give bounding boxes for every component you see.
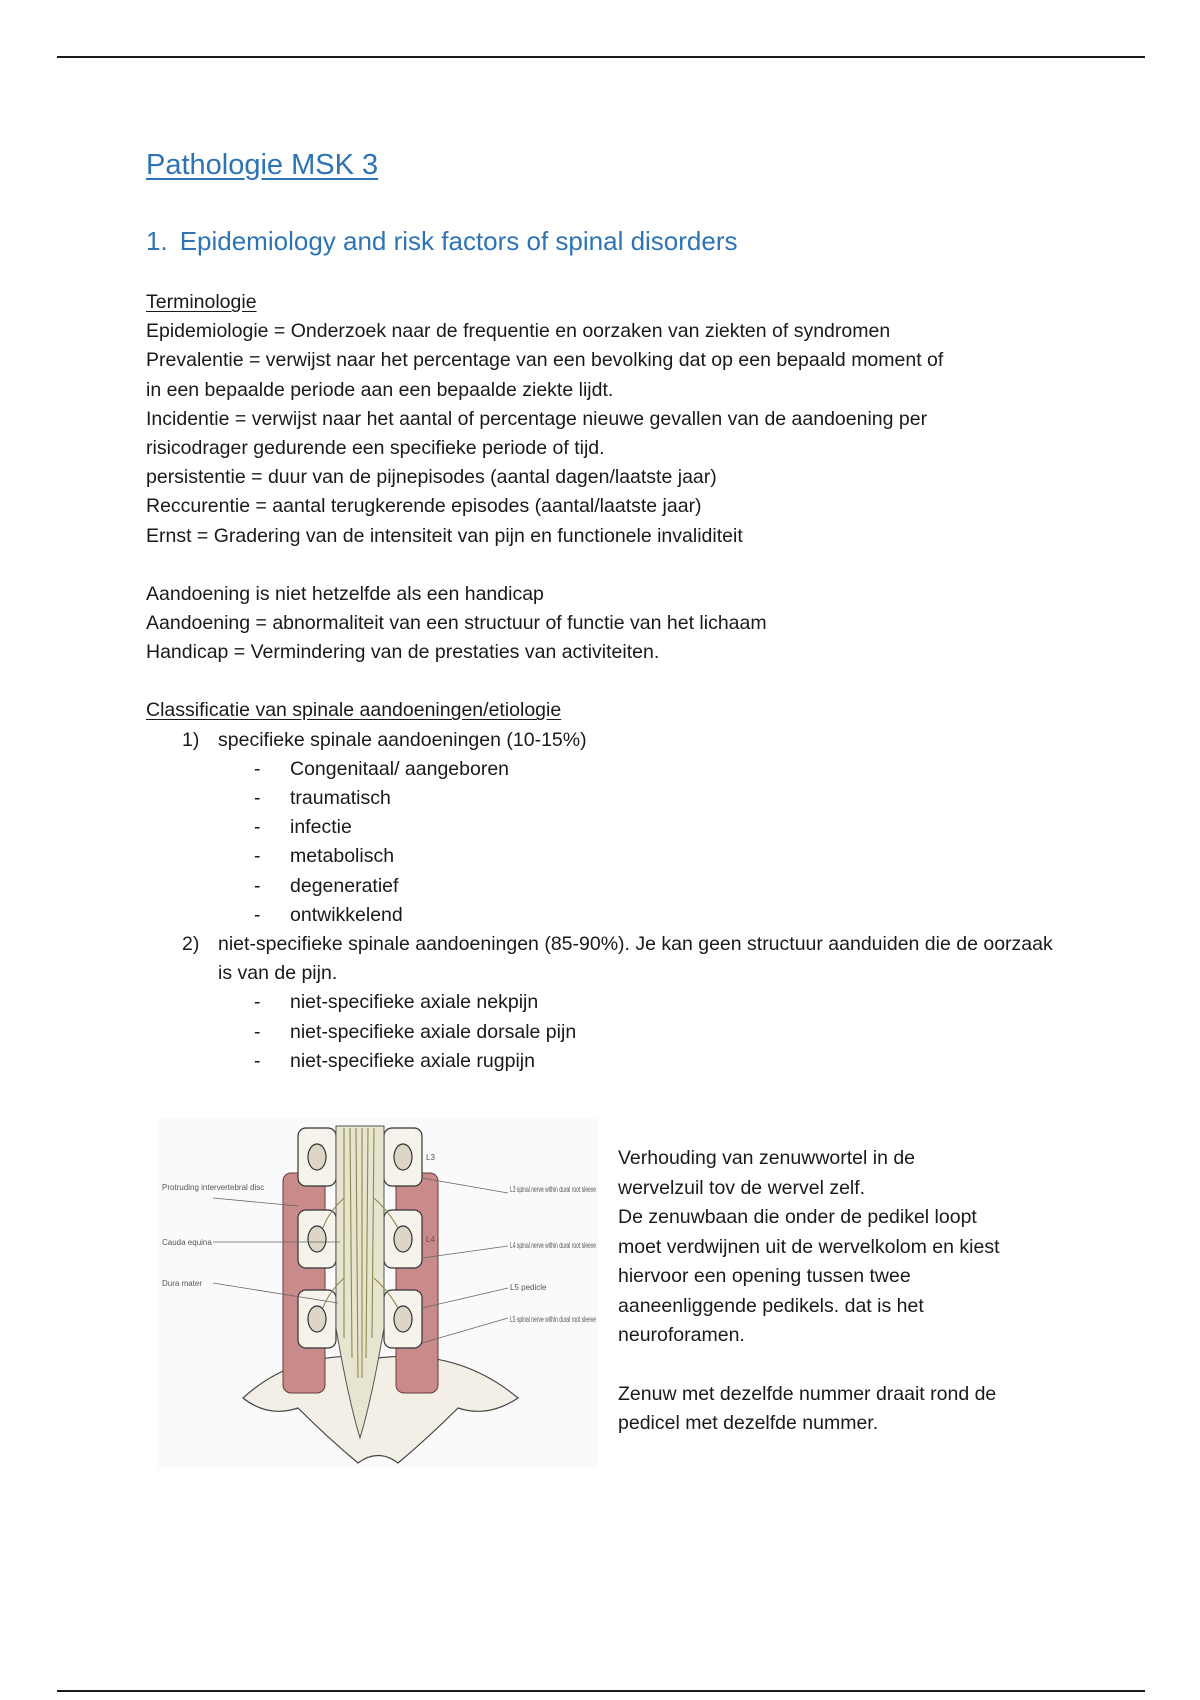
terminology-line: in een bepaalde periode aan een bepaalde ziekte lijdt.: [146, 378, 614, 401]
handicap-line: Aandoening = abnormaliteit van een structuur of functie van het lichaam: [146, 612, 767, 635]
label-dura-mater: Dura mater: [162, 1279, 203, 1288]
caption-line: hiervoor een opening tussen twee: [618, 1265, 911, 1287]
sub-list-item: - niet-specifieke axiale rugpijn: [254, 1047, 1066, 1076]
label-l4: L4: [426, 1235, 435, 1244]
caption-line: De zenuwbaan die onder de pedikel loopt: [618, 1206, 977, 1228]
classification-list: [146, 726, 1066, 1076]
spine-anatomy-figure: [158, 1118, 598, 1468]
document-body: [146, 145, 1066, 1076]
sub-list-item: - ontwikkelend: [254, 901, 1066, 930]
section-title: Epidemiology and risk factors of spinal disorders: [179, 226, 738, 256]
terminology-line: risicodrager gedurende een specifieke periode of tijd.: [146, 437, 605, 460]
caption-note-line: pedicel met dezelfde nummer.: [618, 1412, 879, 1434]
list-number: 1): [182, 728, 200, 751]
sub-list-item: - niet-specifieke axiale dorsale pijn: [254, 1018, 1066, 1047]
label-l5-nerve: L5 spinal nerve within dural root sleeve: [510, 1315, 597, 1324]
sub-list-item: - infectie: [254, 813, 1066, 842]
sub-list-item: - metabolisch: [254, 842, 1066, 871]
right-muscle: [396, 1173, 438, 1393]
label-l5-pedicle: L5 pedicle: [510, 1283, 547, 1292]
label-cauda-equina: Cauda equina: [162, 1238, 212, 1247]
spine-illustration: [158, 1118, 598, 1468]
caption-note-line: Zenuw met dezelfde nummer draait rond de: [618, 1382, 997, 1405]
classification-block: [146, 696, 1066, 1076]
label-l3: L3: [426, 1153, 435, 1162]
sub-list: [218, 988, 1066, 1076]
left-muscle: [283, 1173, 325, 1393]
terminology-line: Prevalentie = verwijst naar het percentage van een bevolking dat op een bepaald moment of: [146, 349, 944, 372]
header-rule: [57, 56, 1145, 58]
handicap-block: [146, 580, 1066, 668]
handicap-line: Aandoening is niet hetzelfde als een handicap: [146, 582, 544, 605]
document-title: Pathologie MSK 3: [146, 149, 379, 181]
sub-list-item: - degeneratief: [254, 872, 1066, 901]
caption-line: aaneenliggende pedikels. dat is het: [618, 1294, 924, 1317]
terminology-line: Reccurentie = aantal terugkerende episodes (aantal/laatste jaar): [146, 495, 702, 518]
terminology-block: [146, 288, 1066, 551]
sub-list-item: - traumatisch: [254, 784, 1066, 813]
terminology-heading: Terminologie: [146, 291, 257, 313]
label-l4-nerve: L4 spinal nerve within dural root sleeve: [510, 1241, 597, 1250]
terminology-line: Incidentie = verwijst naar het aantal of percentage nieuwe gevallen van de aandoening per: [146, 407, 928, 430]
classification-heading: Classificatie van spinale aandoeningen/etiologie: [146, 699, 562, 722]
caption-line: Verhouding van zenuwwortel in de: [618, 1147, 916, 1169]
section-number: 1.: [146, 226, 168, 256]
list-number: 2): [182, 933, 200, 956]
list-text: specifieke spinale aandoeningen (10-15%): [218, 728, 587, 751]
list-item: [182, 930, 1066, 1076]
sub-list-item: - Congenitaal/ aangeboren: [254, 755, 1066, 784]
caption-line: wervelzuil tov de wervel zelf.: [618, 1176, 866, 1199]
list-item: [182, 726, 1066, 930]
handicap-line: Handicap = Vermindering van de prestaties van activiteiten.: [146, 641, 660, 664]
terminology-line: persistentie = duur van de pijnepisodes (aantal dagen/laatste jaar): [146, 466, 717, 489]
caption-line: neuroforamen.: [618, 1324, 745, 1346]
list-text: niet-specifieke spinale aandoeningen (85-90%). Je kan geen structuur aanduiden die de oorzaak is van de pijn.: [218, 933, 1053, 985]
section-heading: [146, 223, 1066, 259]
terminology-line: Ernst = Gradering van de intensiteit van pijn en functionele invaliditeit: [146, 524, 743, 547]
figure-caption: [618, 1144, 1088, 1439]
sub-list: [218, 755, 1066, 930]
footer-rule: [57, 1690, 1145, 1692]
sub-list-item: - niet-specifieke axiale nekpijn: [254, 988, 1066, 1017]
label-l3-nerve: L3 spinal nerve within dural root sleeve: [510, 1185, 597, 1194]
caption-line: moet verdwijnen uit de wervelkolom en kiest: [618, 1235, 1000, 1258]
label-disc: Protruding intervertebral disc: [162, 1183, 265, 1192]
terminology-line: Epidemiologie = Onderzoek naar de frequentie en oorzaken van ziekten of syndromen: [146, 320, 891, 343]
